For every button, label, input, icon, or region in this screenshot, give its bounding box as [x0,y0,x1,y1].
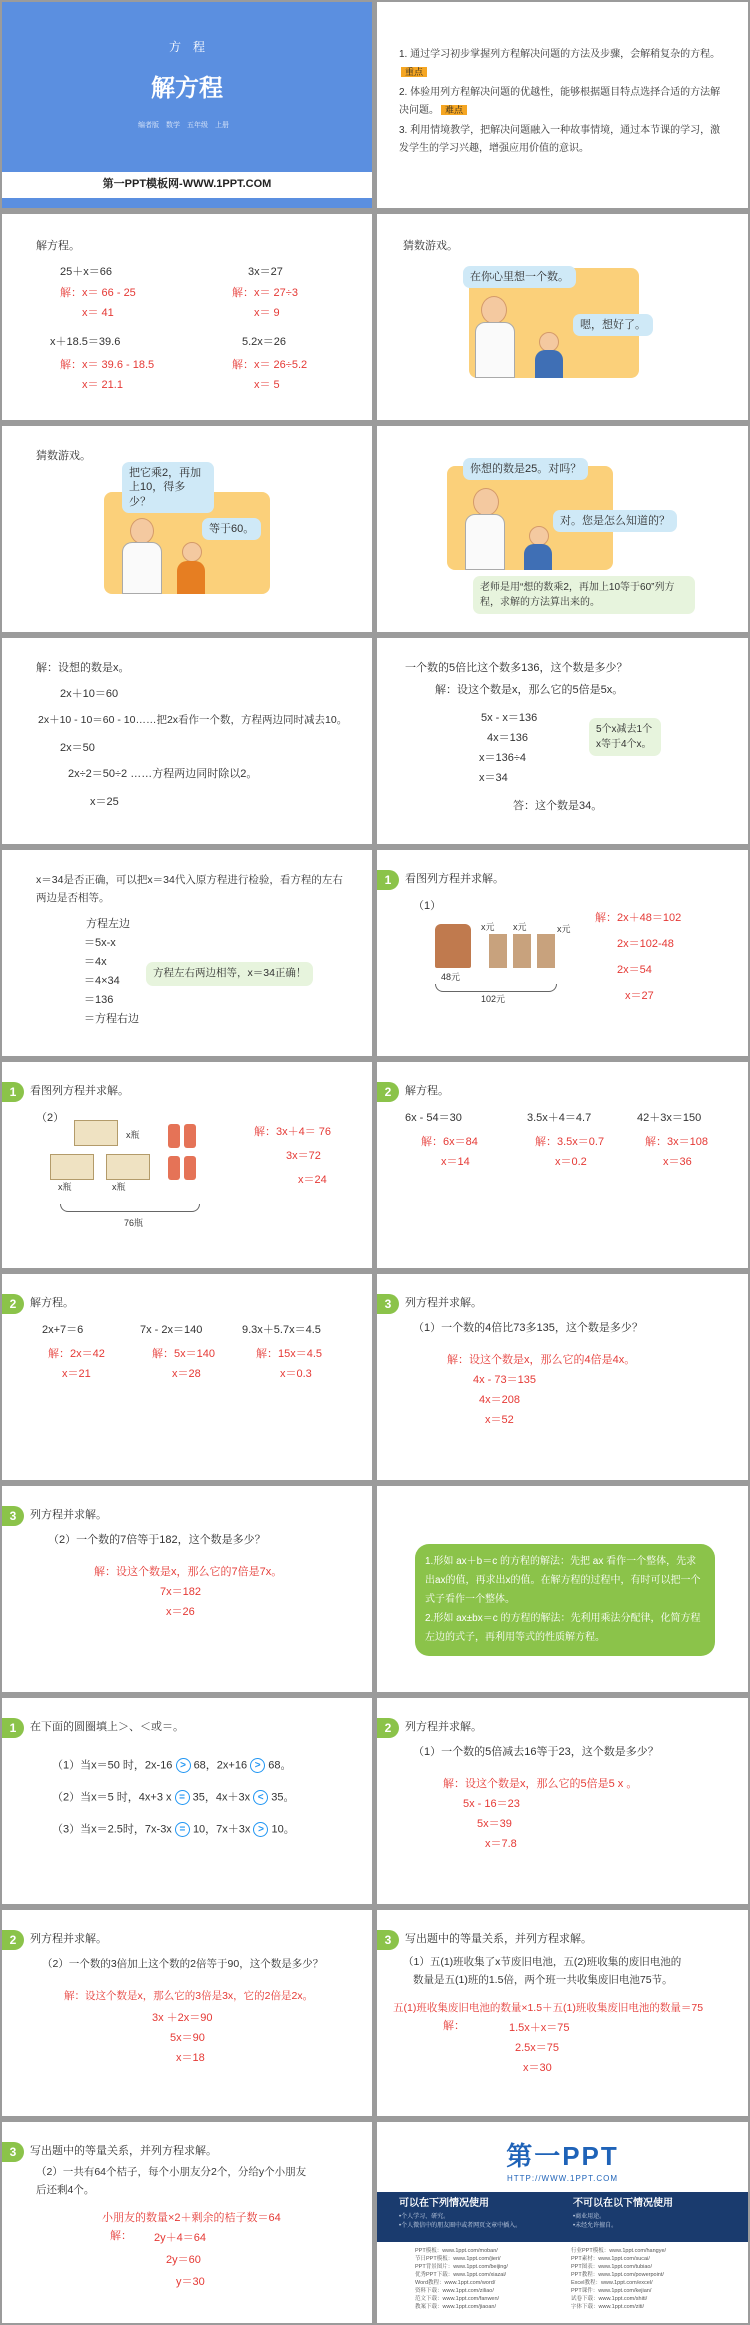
compare-row-2: （2）当x＝5 时，4x+3 x = 35，4x＋3x < 35。 [52,1791,295,1804]
bottle-icon [184,1124,196,1148]
slide-title: 解方程。 [36,240,80,252]
hint-box: 5个x减去1个x等于4个x。 [589,718,661,756]
exercise-badge: 3 [377,1930,399,1950]
slide-copyright: 第一PPT HTTP://WWW.1PPT.COM 可以在下列情况使用 •个人学习、研究。 •个人微信中的朋友圈中或者网页文章中插入。 不可以在以下情况使用 •商业用途。 •未经允许擅自。 PPT模板：www.1ppt.com/moban/ 行业PPT模板：www.1ppt.com/hangye/ 节日PPT模板：www.1ppt.com/jieri/ PPT素材：www.1ppt.com/sucai/ PPT背景图片：www.1ppt.com/beijing/ PPT图表：www.1ppt.com/tubiao/ 优秀PPT下载：www.1ppt.com/xiazai/ PPT教程：www.1ppt.com/powerpoint/ Word教程：www.1ppt.com/word/ Excel教程：www.1ppt.com/excel/ 资料下载：www.1ppt.com/ziliao/ PPT课件：www.1ppt.com/kejian/ 范文下载：www.1ppt.com/fanwen/ 试卷下载：www.1ppt.com/shiti/ 教案下载：www.1ppt.com/jiaoan/ 字体下载：www.1ppt.com/ziti/ [377,2122,748,2323]
exercise-badge: 2 [2,1930,24,1950]
slide-solve-1: 解方程。 25＋x＝66 解：x＝ 66 - 25 x＝ 41 x＋18.5＝39.6 解：x＝ 39.6 - 18.5 x＝ 21.1 3x＝27 解：x＝ 27÷3 x＝ 9 5.2x＝26 解：x＝ 26÷5.2 x＝ 5 [2,214,372,420]
box-icon [74,1120,118,1146]
question-text: （2）一个数的3倍加上这个数的2倍等于90，这个数是多少？ [42,1958,324,1970]
pants-icon [537,934,555,968]
equation-relation: 五(1)班收集废旧电池的数量×1.5＋五(1)班收集废旧电池的数量＝75 [393,2002,704,2014]
check-explanation: x＝34是否正确，可以把x＝34代入原方程进行检验，看方程的左右两边是否相等。 [36,874,343,904]
exercise-badge: 3 [2,2142,24,2162]
total-brace [60,1204,200,1212]
exercise-badge: 2 [377,1082,399,1102]
slide-compare-exercise [2,1698,372,1904]
total-brace [435,984,557,992]
slide-exercise-3-3: 3 写出题中的等量关系，并列方程求解。 （1）五(1)班收集了x节废旧电池，五(2)班收集的废旧电池的 数量是五(1)班的1.5倍，两个班一共收集废旧电池75节。 五(1)班收集废旧电池的数量×1.5＋五(1)班收集废旧电池的数量＝75 解： 1.5x＋x＝75 2.5x＝75 x＝30 [377,1910,748,2116]
question-text: （1）一个数的4倍比73多135，这个数是多少？ [413,1322,643,1334]
slide-title: 写出题中的等量关系，并列方程求解。 [30,2145,217,2157]
bottle-icon [168,1124,180,1148]
slide-title: 看图列方程并求解。 [30,1085,129,1097]
slide-title: 猜数游戏。 [403,240,458,252]
brand-url: HTTP://WWW.1PPT.COM [507,2174,618,2183]
cover-label: 方 程 [168,40,205,54]
box-icon [50,1154,94,1180]
cover-meta: 编者版 数学 五年级 上册 [138,122,229,129]
summary-point-1: 1.形如 ax＋b＝c 的方程的解法：先把 ax 看作一个整体，先求出ax的值，再求出x的值。在解方程的过程中，有时可以把一个式子看作一个整体。 [425,1556,701,1605]
conclusion-box: 方程左右两边相等，x＝34正确！ [146,962,313,986]
slide-title: 写出题中的等量关系，并列方程求解。 [405,1933,592,1945]
compare-row-3: （3）当x＝2.5时，7x-3x = 10，7x＋3x > 10。 [52,1823,295,1836]
compare-row-1: （1）当x＝50 时，2x-16 > 68，2x+16 > 68。 [52,1759,292,1772]
cover-site: 第一PPT模板网-WWW.1PPT.COM [102,178,272,190]
slide-check-answer: x＝34是否正确，可以把x＝34代入原方程进行检验，看方程的左右两边是否相等。 方程左边 ＝5x-x ＝4x ＝4×34 ＝136 ＝方程右边 方程左右两边相等，x＝34正确！ [2,850,372,1056]
summary-box [415,1544,715,1656]
equation-relation: 小朋友的数量×2＋剩余的桔子数＝64 [102,2212,281,2224]
bottle-icon [184,1156,196,1180]
slide-exercise-1-1: 1 看图列方程并求解。 （1） x元 x元 x元 48元 102元 解：2x＋48＝102 2x＝102-48 2x＝54 x＝27 [377,850,748,1056]
pants-icon [489,934,507,968]
slide-exercise-3-1: 3 列方程并求解。 （1）一个数的4倍比73多135，这个数是多少？ 解：设这个数是x，那么它的4倍是4x。 4x - 73＝135 4x＝208 x＝52 [377,1274,748,1480]
slide-word-problem-example: 一个数的5倍比这个数多136，这个数是多少？ 解：设这个数是x，那么它的5倍是5x。 5x - x＝136 4x＝136 x＝136÷4 x＝34 答：这个数是34。 5个x减去1个x等于4个x。 [377,638,748,844]
slide-title: 看图列方程并求解。 [405,873,504,885]
exercise-badge: 3 [2,1506,24,1526]
speech-bubble-student: 对。您是怎么知道的？ [553,510,677,532]
cover-slide [2,2,372,208]
pants-icon [513,934,531,968]
slide-exercise-3-4: 3 写出题中的等量关系，并列方程求解。 （2）一共有64个桔子，每个小朋友分2个，分给y个小朋友 后还剩4个。 小朋友的数量×2＋剩余的桔子数＝64 解： 2y＋4＝64 2y＝60 y＝30 [2,2122,372,2323]
exercise-badge: 2 [377,1718,399,1738]
slide-guess-game-1 [377,214,748,420]
exercise-badge: 3 [377,1294,399,1314]
speech-bubble-teacher: 你想的数是25。对吗？ [463,458,588,480]
slide-summary [377,1486,748,1692]
speech-bubble-teacher: 把它乘2，再加上10，得多少？ [122,462,214,513]
speech-bubble-student: 等于60。 [202,518,261,540]
speech-bubble-teacher: 在你心里想一个数。 [463,266,576,288]
question-text: （2）一个数的7倍等于182，这个数是多少？ [48,1534,266,1546]
difficulty-tag: 难点 [441,105,467,115]
teacher-explanation-box: 老师是用“想的数乘2，再加上10等于60”列方程，求解的方法算出来的。 [473,576,695,614]
slide-title: 列方程并求解。 [30,1509,107,1521]
slide-exercise-2-3: 2 列方程并求解。 （1）一个数的5倍减去16等于23，这个数是多少？ 解：设这个数是x，那么它的5倍是5 x 。 5x - 16＝23 5x＝39 x＝7.8 [377,1698,748,1904]
goals-slide [377,2,748,208]
slide-exercise-2-4: 2 列方程并求解。 （2）一个数的3倍加上这个数的2倍等于90，这个数是多少？ 解：设这个数是x，那么它的3倍是3x，它的2倍是2x。 3x ＋2x＝90 5x＝90 x＝18 [2,1910,372,2116]
slide-guess-game-3 [377,426,748,632]
slide-title: 列方程并求解。 [405,1721,482,1733]
slide-title: 猜数游戏。 [36,450,91,462]
slide-exercise-3-2: 3 列方程并求解。 （2）一个数的7倍等于182，这个数是多少？ 解：设这个数是x，那么它的7倍是7x。 7x＝182 x＝26 [2,1486,372,1692]
cover-title: 解方程 [151,75,223,102]
slide-title: 解方程。 [405,1085,449,1097]
summary-point-2: 2.形如 ax±bx＝c 的方程的解法：先利用乘法分配律，化简方程左边的式子，再利用等式的性质解方程。 [425,1613,701,1643]
slide-exercise-2-2: 2 解方程。 2x+7＝6 解：2x＝42 x＝21 7x - 2x＝140 解：5x＝140 x＝28 9.3x＋5.7x＝4.5 解：15x＝4.5 x＝0.3 [2,1274,372,1480]
answer-text: 答：这个数是34。 [513,800,603,812]
goal-2: 2. 体验用列方程解决问题的优越性，能够根据题目特点选择合适的方法解决问题。 难点 [399,87,721,116]
usage-banner: 可以在下列情况使用 •个人学习、研究。 •个人微信中的朋友圈中或者网页文章中插入。 不可以在以下情况使用 •商业用途。 •未经允许擅自。 [377,2192,748,2242]
question-text: 一个数的5倍比这个数多136，这个数是多少？ [405,662,628,674]
slide-title: 列方程并求解。 [30,1933,107,1945]
slide-exercise-2-1: 2 解方程。 6x - 54＝30 解：6x＝84 x＝14 3.5x＋4＝4.7 解：3.5x＝0.7 x＝0.2 42＋3x＝150 解：3x＝108 x＝36 [377,1062,748,1268]
bottle-icon [168,1156,180,1180]
goal-1: 1. 通过学习初步掌握列方程解决问题的方法及步骤，会解稍复杂的方程。重点 [399,49,721,77]
slide-title: 在下面的圆圈填上＞、＜或＝。 [30,1721,184,1733]
slide-exercise-1-2: 1 看图列方程并求解。 （2） x瓶 x瓶 x瓶 76瓶 解：3x＋4＝ 76 3x＝72 x＝24 [2,1062,372,1268]
exercise-badge: 2 [2,1294,24,1314]
slide-solution-steps: 解：设想的数是x。 2x＋10＝60 2x＋10 - 10＝60 - 10……把2x看作一个数，方程两边同时减去10。 2x＝50 2x÷2＝50÷2 ……方程两边同时除以2。 x＝25 [2,638,372,844]
exercise-badge: 1 [377,870,399,890]
coat-icon [435,924,471,968]
slide-title: 解方程。 [30,1297,74,1309]
slide-guess-game-2 [2,426,372,632]
slide-title: 列方程并求解。 [405,1297,482,1309]
exercise-badge: 1 [2,1082,24,1102]
brand-logo: 第一PPT [506,2141,619,2171]
speech-bubble-student: 嗯，想好了。 [573,314,653,336]
box-icon [106,1154,150,1180]
exercise-badge: 1 [2,1718,24,1738]
key-tag: 重点 [401,67,427,77]
goal-3: 3. 利用情境教学，把解决问题融入一种故事情境，通过本节课的学习，激发学生的学习兴趣，增强应用价值的意识。 [399,125,721,154]
question-text: （1）一个数的5倍减去16等于23，这个数是多少？ [413,1746,659,1758]
